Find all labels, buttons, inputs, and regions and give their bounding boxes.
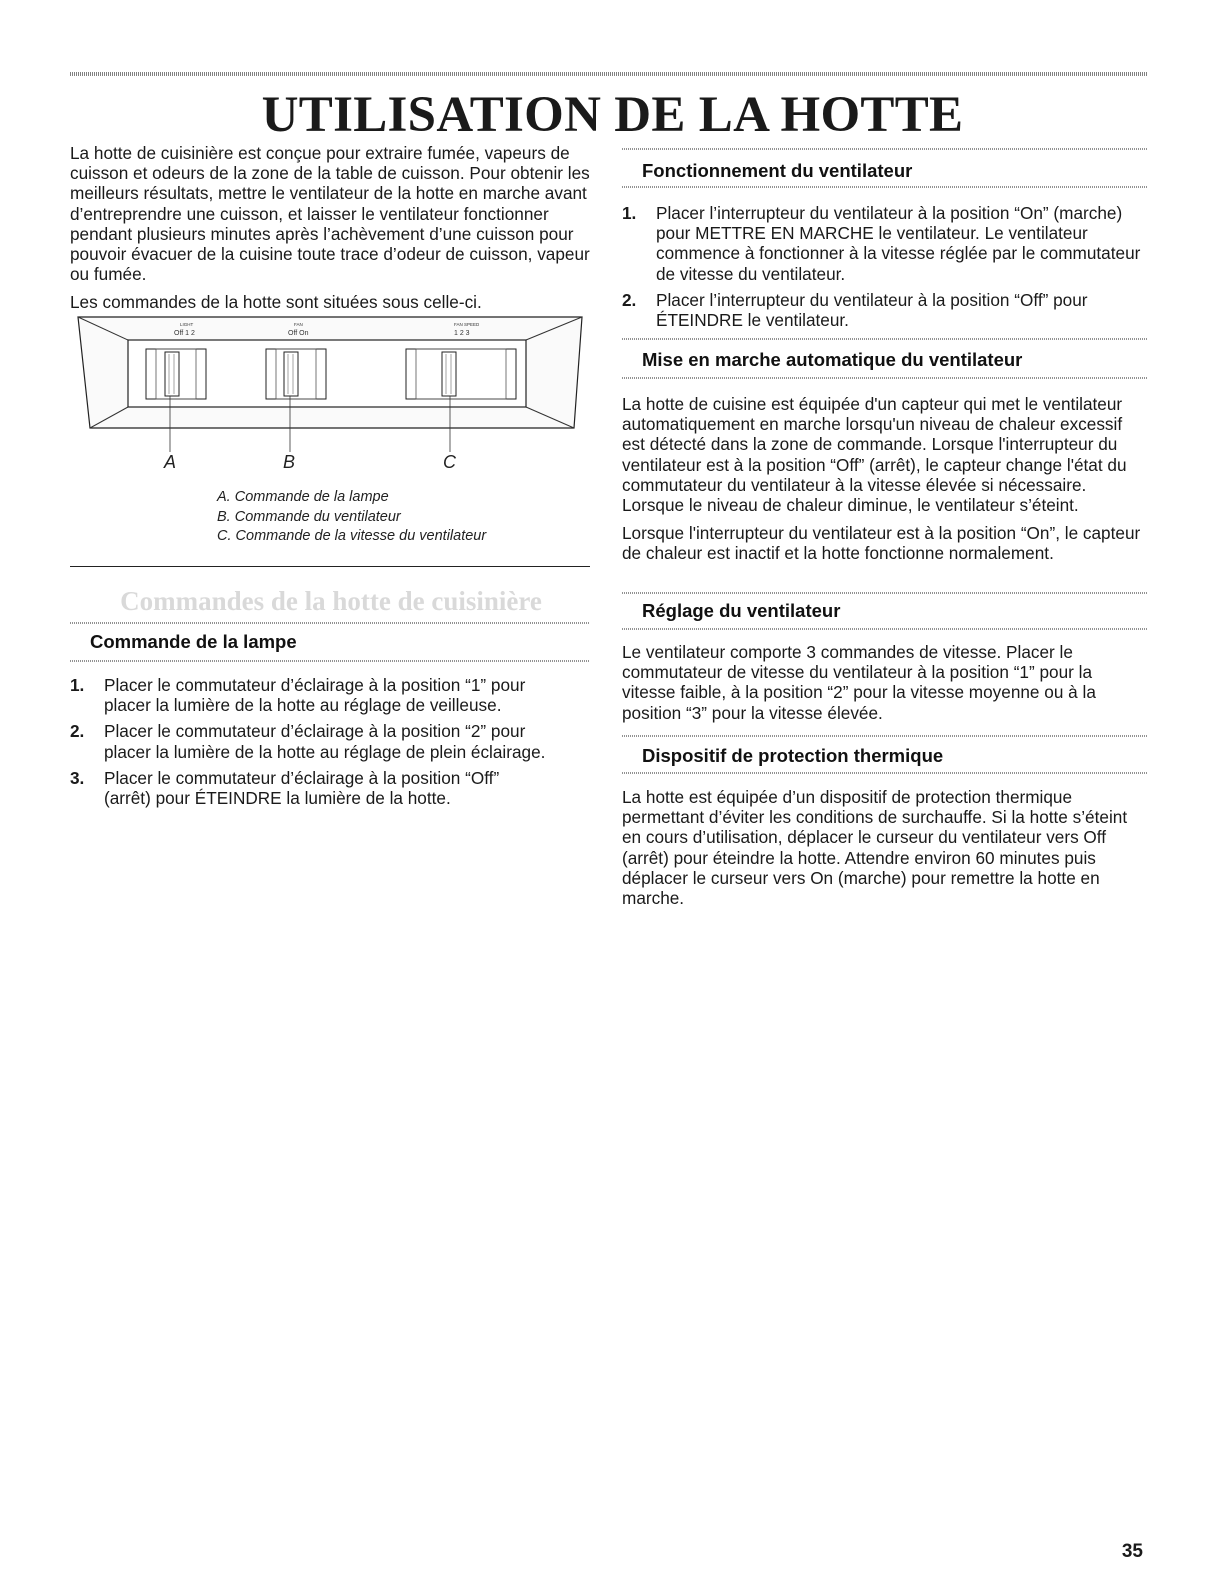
step-text: Placer l’interrupteur du ventilateur à la position “On” (marche) pour METTRE EN MARCHE le ventilateur. Le ventilateur commence à fonctionner à la vitesse réglée par le commutateur de vitesse du ventilateur. [656,203,1141,284]
fan-setting-heading: Réglage du ventilateur [642,600,841,621]
lamp-steps [70,675,550,808]
page-title: UTILISATION DE LA HOTTE [261,87,964,143]
fan-setting-block [622,642,1148,731]
fan-operation-step [622,290,1148,330]
fan-operation-steps-block [622,203,1148,336]
fan-setting-top-rule [622,592,1148,594]
intro-block [70,143,592,321]
figure-letter-b: B [283,452,296,472]
fan-label: FAN [294,322,303,327]
step-number: 3. [70,767,85,788]
caption-a: A. Commande de la lampe [217,489,389,505]
fan-operation-bottom-rule [622,186,1148,188]
thermal-heading: Dispositif de protection thermique [642,745,944,766]
thermal-bottom-rule [622,772,1148,774]
step-number: 2. [70,721,85,742]
fan-operation-steps [622,203,1148,330]
lamp-steps-block [70,675,550,814]
fan-setting-paragraph: Le ventilateur comporte 3 commandes de vitesse. Placer le commutateur de vitesse du ventilateur à la position “1” pour la vitesse faible, à la position “2” pour la vitesse moyenne ou à la position “3” pour la vitesse élevée. [622,642,1096,723]
auto-start-top-rule [622,338,1148,340]
light-positions-label: Off 1 2 [174,330,195,337]
panel-inner-face [128,340,526,407]
speed-positions-label: 1 2 3 [454,330,470,337]
thermal-top-rule [622,735,1148,737]
caption-c: C. Commande de la vitesse du ventilateur [217,528,487,544]
section-dotted-rule [70,622,590,624]
figure-letter-c: C [443,452,456,472]
controls-location-text: Les commandes de la hotte sont situées sous celle-ci. [70,292,482,313]
fan-operation-heading: Fonctionnement du ventilateur [642,160,913,181]
step-number: 1. [622,203,637,223]
auto-start-paragraph: La hotte de cuisine est équipée d'un capteur qui met le ventilateur automatiquement en marche lorsqu'un niveau de chaleur excessif est détecté dans la zone de commande. Lorsque l'interrupteur du ventilateur est à la position “Off” (arrêt), le capteur change l'état du commutateur du ventilateur à la vitesse élevée si nécessaire. Lorsque le niveau de chaleur diminue, le ventilateur s’éteint. [622,394,1127,516]
step-text: Placer le commutateur d’éclairage à la position “Off” (arrêt) pour ÉTEINDRE la lumière de la hotte. [104,767,500,809]
fan-setting-bottom-rule [622,628,1148,630]
section-title: Commandes de la hotte de cuisinière [120,586,542,616]
page-number: 35 [1121,1541,1143,1562]
step-text: Placer le commutateur d’éclairage à la position “2” pour placer la lumière de la hotte au réglage de plein éclairage. [104,721,546,762]
auto-start-heading: Mise en marche automatique du ventilateur [642,349,1023,370]
control-panel-illustration [70,312,590,472]
fan-speed-label: FAN SPEED [454,322,480,327]
step-text: Placer l’interrupteur du ventilateur à la position “Off” pour ÉTEINDRE le ventilateur. [656,289,1088,331]
fan-operation-step [622,203,1148,284]
auto-start-paragraph: Lorsque l'interrupteur du ventilateur est à la position “On”, le capteur de chaleur est inactif et la hotte fonctionne normalement. [622,523,1141,564]
lamp-step [70,768,550,808]
lamp-step [70,675,550,715]
intro-paragraph: La hotte de cuisinière est conçue pour extraire fumée, vapeurs de cuisson et odeurs de la zone de la table de cuisson. Pour obtenir les meilleurs résultats, mettre le ventilateur de la hotte en marche avant d’entreprendre une cuisson, et laisser le ventilateur fonctionner pendant plusieurs minutes après l’achèvement d’une cuisson pour pouvoir évacuer de la cuisine toute trace d’odeur de cuisson, vapeur ou fumée. [70,143,590,285]
fan-operation-top-rule [622,148,1148,150]
thermal-paragraph: La hotte est équipée d’un dispositif de protection thermique permettant d’éviter les conditions de surchauffe. Si la hotte s’éteint en cours d’utilisation, déplacer le curseur du ventilateur vers Off (arrêt) pour éteindre la hotte. Attendre environ 60 minutes puis déplacer le curseur vers On (marche) pour remettre la hotte en marche. [622,787,1128,909]
step-text: Placer le commutateur d’éclairage à la position “1” pour placer la lumière de la hotte au réglage de veilleuse. [104,675,526,716]
lamp-control-block [70,632,592,652]
auto-start-block [622,394,1148,572]
top-rule [70,72,1148,76]
light-label: LIGHT [180,322,194,327]
figure-captions [217,488,486,547]
section-top-rule [70,566,590,567]
thermal-block [622,787,1148,916]
step-number: 2. [622,289,637,310]
step-number: 1. [70,675,85,695]
lamp-step [70,721,550,761]
lamp-heading: Commande de la lampe [90,631,297,652]
auto-start-bottom-rule [622,377,1148,379]
caption-b: B. Commande du ventilateur [217,508,401,525]
figure-letter-a: A [164,452,177,472]
fan-positions-label: Off On [288,330,309,337]
lamp-heading-rule [70,660,590,662]
